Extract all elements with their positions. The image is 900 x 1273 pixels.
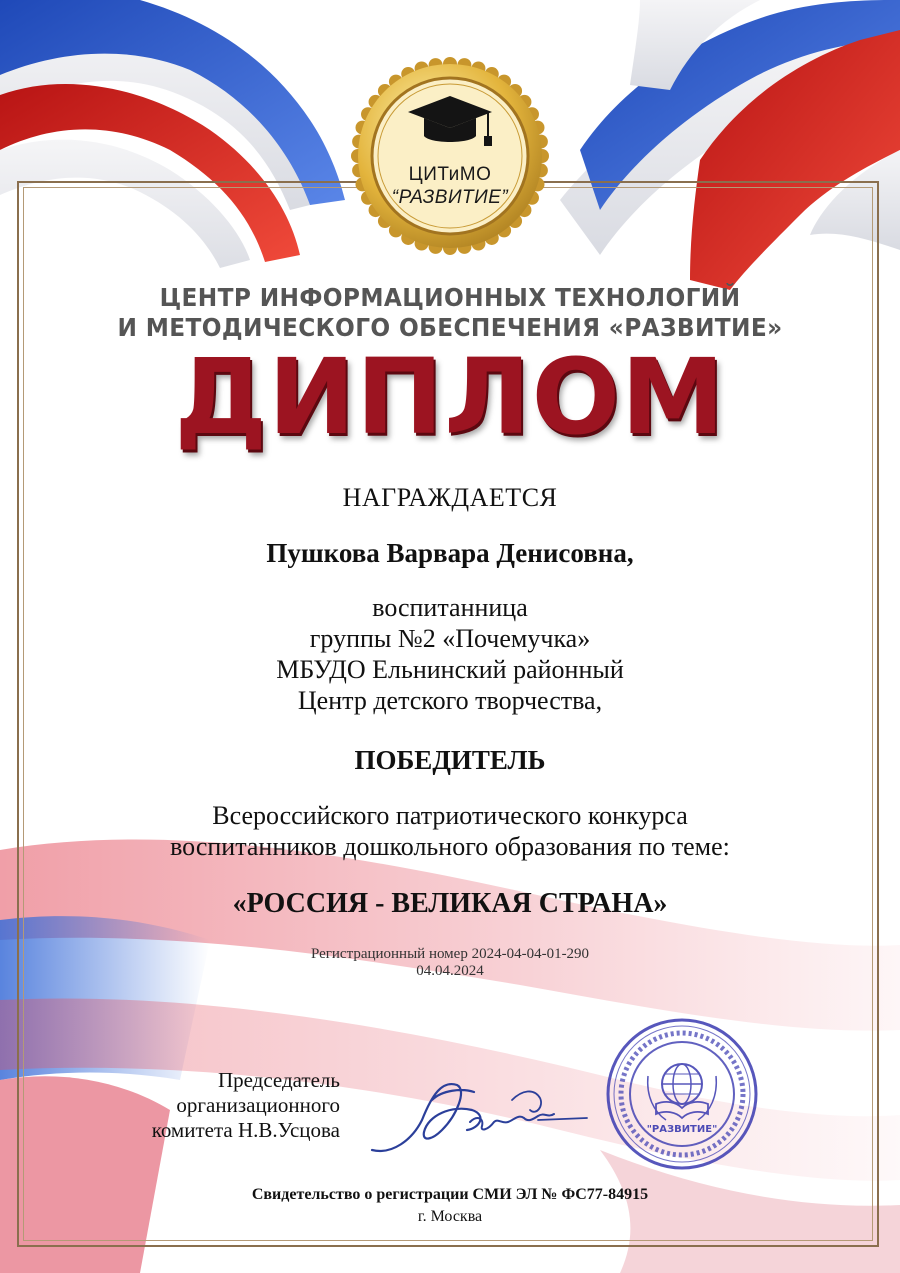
signatory-line: Председатель xyxy=(217,1068,340,1092)
city-name: г. Москва xyxy=(417,1208,483,1225)
contest-line: Всероссийского патриотического конкурса xyxy=(212,801,688,830)
handwritten-signature xyxy=(362,1060,602,1170)
recipient-desc-line: воспитанница xyxy=(372,593,528,622)
stamp-center-text: "РАЗВИТИЕ" xyxy=(646,1124,718,1135)
award-status: ПОБЕДИТЕЛЬ xyxy=(354,745,546,775)
registration-info xyxy=(0,946,900,980)
recipient-name: Пушкова Варвара Денисовна, xyxy=(266,538,634,568)
globe-book-icon xyxy=(648,1064,717,1120)
signatory-block xyxy=(100,1068,340,1143)
recipient-desc-line: группы №2 «Почемучка» xyxy=(309,624,591,653)
seal-line-1: ЦИТиМО xyxy=(408,164,492,185)
seal-line-2: “РАЗВИТИЕ” xyxy=(391,187,509,208)
registration-date: 04.04.2024 xyxy=(416,963,484,979)
recipient-description xyxy=(0,592,900,716)
diploma-title: ДИПЛОМ xyxy=(174,336,726,458)
contest-description xyxy=(0,800,900,862)
organization-line-2: И МЕТОДИЧЕСКОГО ОБЕСПЕЧЕНИЯ «РАЗВИТИЕ» xyxy=(117,313,783,342)
awarded-label: НАГРАЖДАЕТСЯ xyxy=(342,483,558,512)
gold-seal xyxy=(350,56,550,256)
registration-number: Регистрационный номер 2024-04-04-01-290 xyxy=(310,946,590,962)
signatory-line: организационного xyxy=(176,1093,340,1117)
recipient-desc-line: МБУДО Ельнинский районный xyxy=(276,655,624,684)
recipient-desc-line: Центр детского творчества, xyxy=(297,686,603,715)
signatory-line: комитета Н.В.Усцова xyxy=(151,1118,340,1142)
media-registration-certificate: Свидетельство о регистрации СМИ ЭЛ № ФС77-84915 xyxy=(251,1186,649,1203)
contest-line: воспитанников дошкольного образования по теме: xyxy=(170,832,730,861)
organization-line-1: ЦЕНТР ИНФОРМАЦИОННЫХ ТЕХНОЛОГИЙ xyxy=(159,283,741,312)
contest-theme: «РОССИЯ - ВЕЛИКАЯ СТРАНА» xyxy=(232,888,668,919)
official-stamp xyxy=(604,1016,760,1172)
